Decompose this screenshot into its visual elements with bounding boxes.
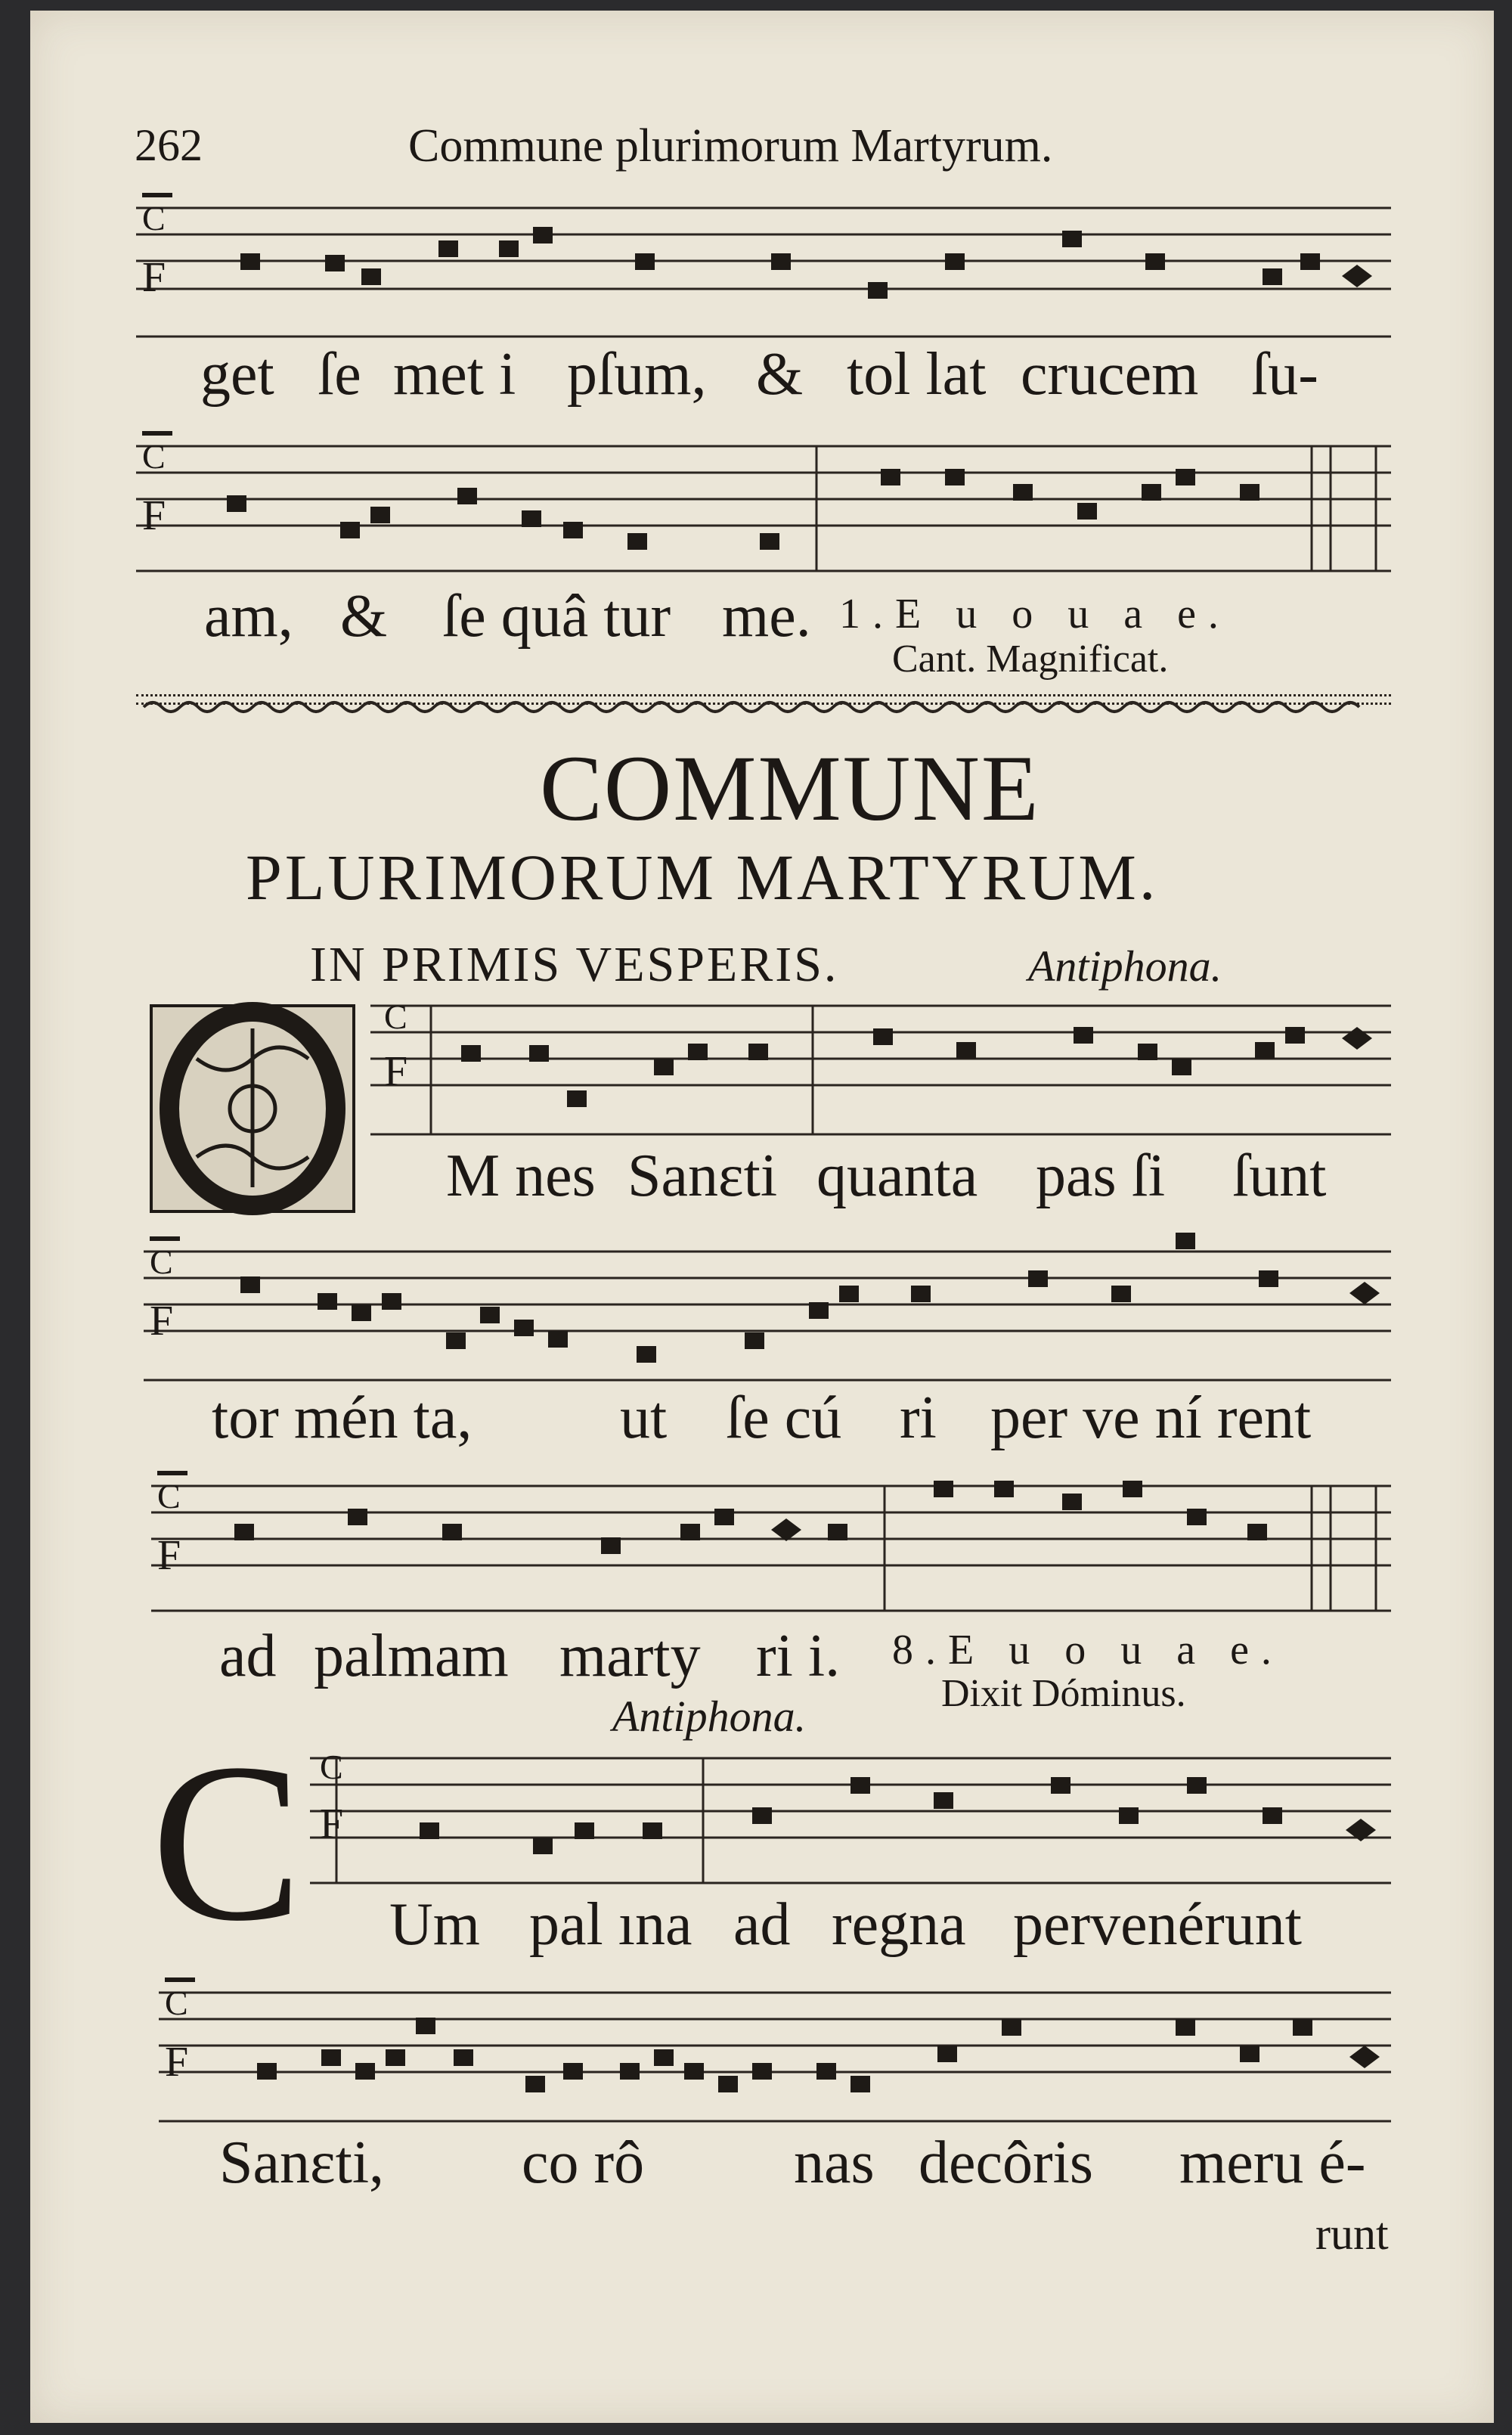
section-divider <box>136 694 1391 705</box>
title-plurimorum: PLURIMORUM MARTYRUM. <box>246 841 1159 914</box>
lyric-word: decôris <box>919 2129 1094 2196</box>
lyric-word: ſunt <box>1232 1143 1327 1209</box>
clef-f-5: F <box>157 1532 181 1579</box>
clef-f-3: F <box>384 1048 408 1095</box>
lyric-word: Um <box>389 1891 480 1958</box>
clef-f-1: F <box>142 254 166 301</box>
lyric-word: per ve ní rent <box>990 1385 1312 1451</box>
antiphona-label-1: Antiphona. <box>1028 941 1222 991</box>
lyric-word: & <box>756 341 804 408</box>
staff-2 <box>136 446 1391 571</box>
lyric-word: regna <box>832 1891 966 1958</box>
clef-f-4: F <box>150 1298 174 1345</box>
clef-f-2: F <box>142 492 166 539</box>
lyric-word: ad <box>733 1891 791 1958</box>
neumes <box>227 227 1380 2092</box>
lyric-word: tor mén ta, <box>212 1385 472 1451</box>
caption-cant-magnificat: Cant. Magnificat. <box>892 637 1169 681</box>
lyric-word: meru é- <box>1179 2129 1366 2196</box>
clef-f-7: F <box>165 2039 189 2086</box>
lyric-word: pſum, <box>567 341 707 408</box>
page-number: 262 <box>135 120 203 170</box>
lyric-word: ri <box>900 1385 937 1451</box>
lyric-word: ſe <box>318 341 361 408</box>
lyric-word: me. <box>722 583 811 650</box>
lyric-word: ſu- <box>1251 341 1318 408</box>
lyric-word: ſe quâ tur <box>442 583 671 650</box>
staff-5 <box>151 1486 1391 1611</box>
euouae-8: 8.E u o u a e. <box>892 1627 1284 1673</box>
staff-1 <box>136 208 1391 337</box>
lyric-word: ſe cú <box>726 1385 842 1451</box>
lyric-word: tol lat <box>847 341 987 408</box>
lyric-word: Sanɛti <box>627 1143 778 1209</box>
lyric-word: M nes <box>446 1143 596 1209</box>
lyric-word: pervenérunt <box>1013 1891 1303 1958</box>
lyric-word: ri i. <box>756 1623 841 1689</box>
lyric-word: palmam <box>314 1623 509 1689</box>
lyric-word: am, <box>204 583 293 650</box>
clef-c-3: C <box>384 997 407 1036</box>
title-commune: COMMUNE <box>540 737 1040 840</box>
lyric-word: ut <box>620 1385 668 1451</box>
clef-c-7: C <box>165 1984 188 2022</box>
initial-c: C <box>151 1717 303 1968</box>
lyric-word: met i <box>393 341 516 408</box>
clef-c-5: C <box>157 1477 181 1515</box>
section-in-primis-vesperis: IN PRIMIS VESPERIS. <box>310 937 839 992</box>
lyric-word: quanta <box>816 1143 978 1209</box>
staff-3 <box>370 1006 1391 1134</box>
clef-c-1: C <box>142 199 166 237</box>
lyric-word: co rô <box>522 2129 645 2196</box>
clef-c-4: C <box>150 1242 173 1281</box>
lyric-word: & <box>340 583 388 650</box>
clef-c-2: C <box>142 437 166 476</box>
initial-o <box>150 1004 355 1214</box>
lyric-word: pal ına <box>529 1891 692 1958</box>
staff-7 <box>159 1993 1391 2121</box>
lyric-word: get <box>200 341 274 408</box>
antiphona-label-2: Antiphona. <box>612 1692 807 1741</box>
euouae-1: 1.E u o u a e. <box>839 591 1231 637</box>
lyric-word: pas ſi <box>1036 1143 1166 1209</box>
catchword: runt <box>1315 2209 1389 2259</box>
staff-4 <box>144 1252 1391 1380</box>
running-title: Commune plurimorum Martyrum. <box>408 120 1053 172</box>
clef-c-6: C <box>320 1748 343 1786</box>
lyric-word: crucem <box>1021 341 1199 408</box>
lyric-word: nas <box>794 2129 875 2196</box>
staff-6 <box>310 1758 1391 1883</box>
clef-f-6: F <box>320 1801 344 1847</box>
lyric-word: Sanɛti, <box>219 2129 385 2196</box>
caption-dixit-dominus: Dixit Dóminus. <box>941 1672 1186 1715</box>
lyric-word: marty <box>559 1623 701 1689</box>
lyric-word: ad <box>219 1623 277 1689</box>
